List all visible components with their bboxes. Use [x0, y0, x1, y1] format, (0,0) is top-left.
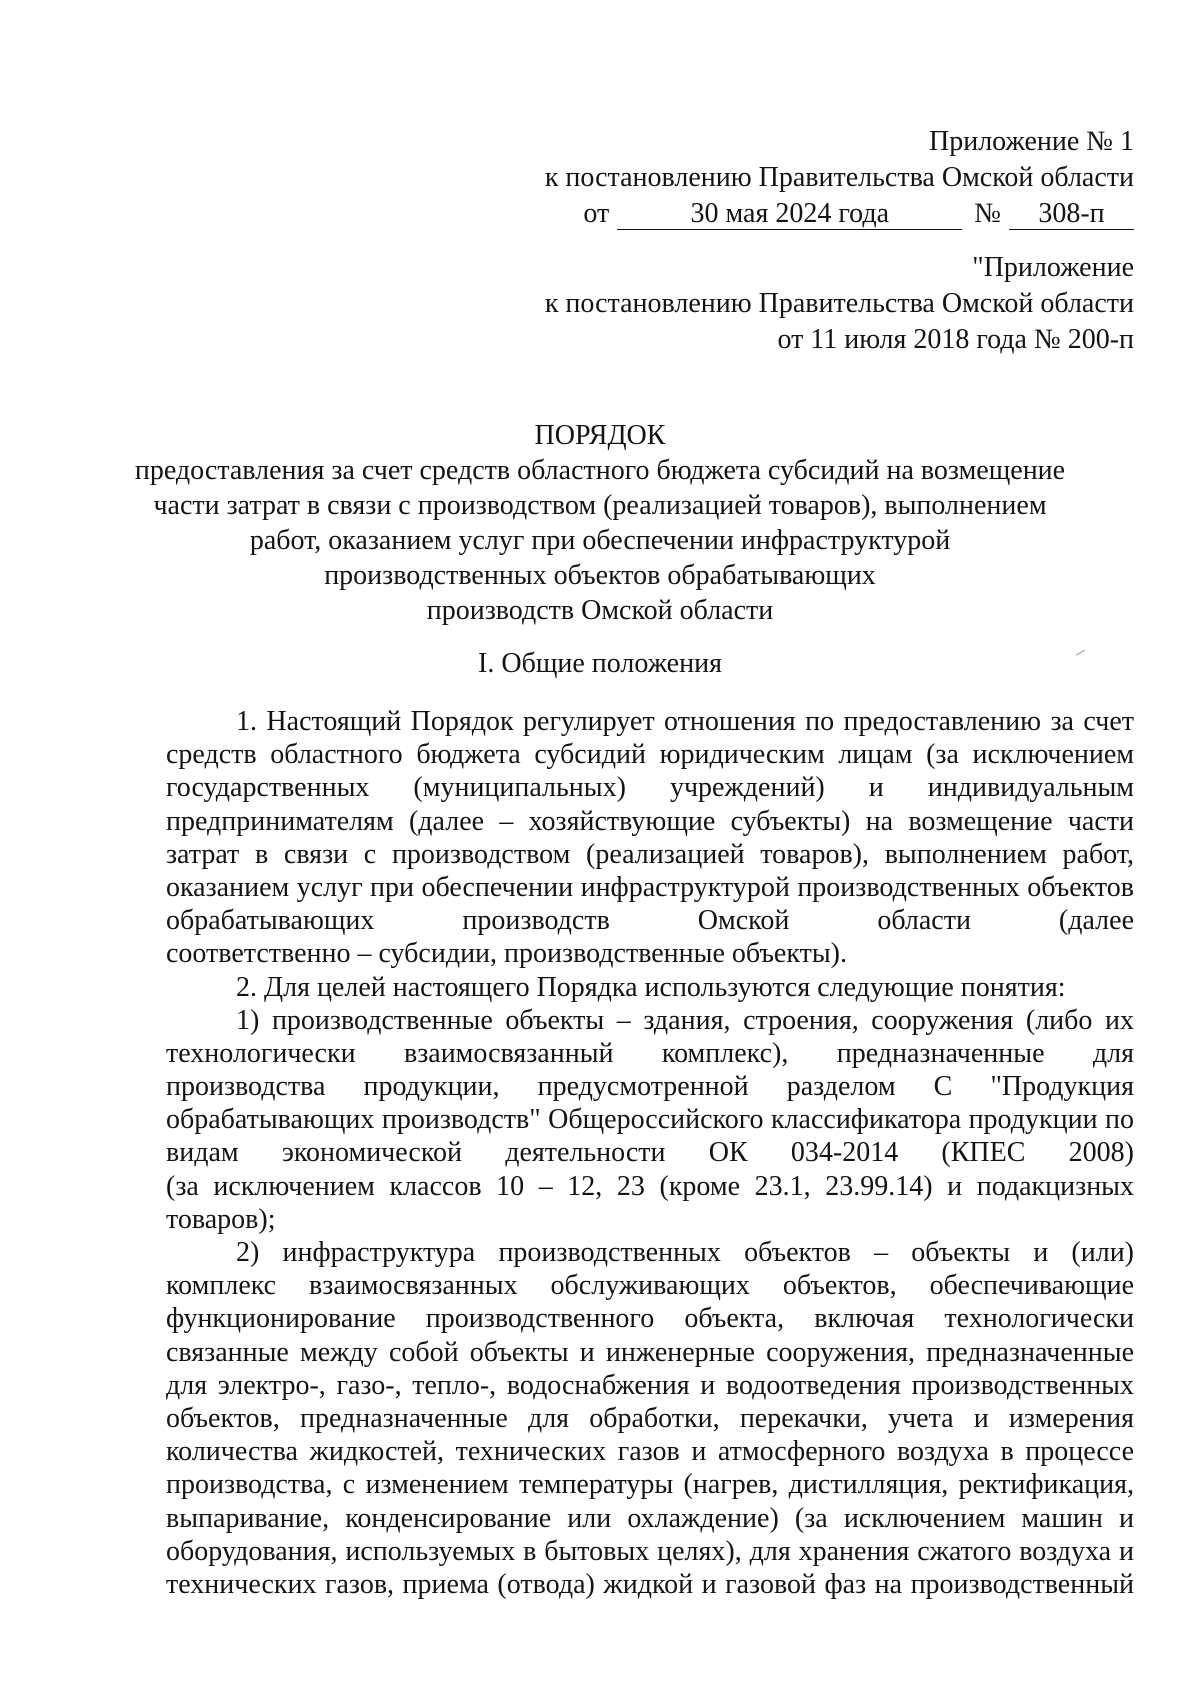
body-line: 1) производственные объекты – здания, строения, сооружения (либо их [236, 1004, 1134, 1036]
body-line: (за исключением классов 10 – 12, 23 (кроме 23.1, 23.99.14) и подакцизных [166, 1170, 1134, 1202]
decree-date: 30 мая 2024 года [617, 199, 962, 230]
body-line: обрабатывающих производств" Общероссийского классификатора продукции по [166, 1104, 1134, 1136]
body-line: комплекс взаимосвязанных обслуживающих объектов, обеспечивающие [166, 1270, 1134, 1302]
appendix-number: Приложение № 1 [929, 126, 1134, 157]
body-line: для электро-, газо-, тепло-, водоснабжения и водоотведения производственных [166, 1369, 1134, 1401]
body-line: затрат в связи с производством (реализацией товаров), выполнением работ, [166, 838, 1134, 870]
original-appendix-header [545, 250, 1134, 358]
body-line: технологически взаимосвязанный комплекс), предназначенные для [166, 1037, 1134, 1069]
title-line: части затрат в связи с производством (реализацией товаров), выполнением [153, 490, 1047, 521]
original-decree-date: от 11 июля 2018 года № 200-п [777, 324, 1134, 355]
body-line: производства, с изменением температуры (нагрев, дистилляция, ректификация, [166, 1469, 1134, 1501]
section-heading: I. Общие положения [478, 648, 722, 679]
body-line: товаров); [166, 1203, 276, 1235]
document-title [100, 418, 1100, 628]
body-line: 2) инфраструктура производственных объектов – объекты и (или) [236, 1237, 1134, 1268]
body-line: оборудования, используемых в бытовых целях), для хранения сжатого воздуха и [166, 1535, 1134, 1567]
body-line: государственных (муниципальных) учреждений) и индивидуальным [166, 772, 1134, 804]
appendix-date-row [545, 196, 1134, 232]
body-line: количества жидкостей, технических газов и атмосферного воздуха в процессе [166, 1436, 1134, 1468]
body-line: функционирование производственного объекта, включая технологически [166, 1303, 1134, 1335]
body-line: объектов, предназначенные для обработки, перекачки, учета и измерения [166, 1402, 1134, 1434]
decree-number: 308-п [1009, 199, 1134, 230]
original-decree-ref: к постановлению Правительства Омской области [544, 288, 1134, 319]
body-line: предпринимателям (далее – хозяйствующие субъекты) на возмещение части [166, 805, 1134, 837]
body-line: оказанием услуг при обеспечении инфраструктурой производственных объектов [166, 871, 1134, 903]
body-line: 2. Для целей настоящего Порядка используются следующие понятия: [236, 971, 1066, 1003]
body-line: средств областного бюджета субсидий юридическим лицам (за исключением [166, 739, 1134, 771]
title-heading: ПОРЯДОК [534, 420, 666, 451]
body-line: производства продукции, предусмотренной разделом C "Продукция [166, 1071, 1134, 1103]
appendix-header [545, 124, 1134, 232]
body-line: выпаривание, конденсирование или охлаждение) (за исключением машин и [166, 1502, 1134, 1534]
title-line: предоставления за счет средств областного бюджета субсидий на возмещение [134, 455, 1066, 486]
title-line: работ, оказанием услуг при обеспечении инфраструктурой [249, 525, 951, 556]
title-line: производств Омской области [426, 595, 774, 626]
number-sign: № [974, 198, 1001, 229]
title-line: производственных объектов обрабатывающих [324, 560, 876, 591]
date-prefix: от [583, 198, 610, 229]
body-line: 1. Настоящий Порядок регулирует отношения по предоставлению за счет [236, 706, 1134, 737]
body-line: связанные между собой объекты и инженерные сооружения, предназначенные [166, 1336, 1134, 1368]
appendix-decree-ref: к постановлению Правительства Омской области [544, 162, 1134, 193]
original-appendix-label: "Приложение [972, 252, 1134, 283]
body-line: соответственно – субсидии, производственные объекты). [166, 938, 847, 970]
body-line: технических газов, приема (отвода) жидкой и газовой фаз на производственный [166, 1568, 1134, 1600]
document-body [166, 705, 1134, 1601]
body-line: обрабатывающих производств Омской области (далее [166, 905, 1134, 937]
body-line: видам экономической деятельности ОК 034-2014 (КПЕС 2008) [166, 1137, 1134, 1169]
